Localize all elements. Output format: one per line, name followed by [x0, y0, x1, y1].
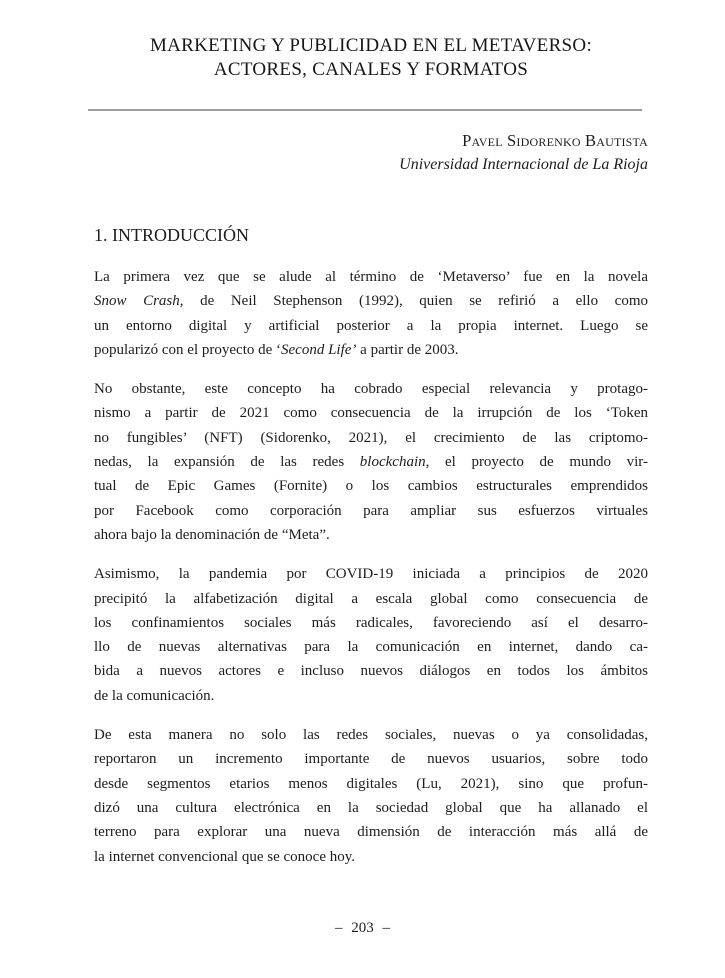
- paragraph: [94, 265, 648, 362]
- text-line: [94, 820, 648, 844]
- chapter-title-line-2: ACTORES, CANALES Y FORMATOS: [213, 59, 529, 80]
- italic-text-segment: Snow Crash,: [94, 293, 184, 310]
- chapter-title-line-1: MARKETING Y PUBLICIDAD EN EL METAVERSO:: [149, 35, 593, 56]
- text-segment: a partir de 2003.: [356, 341, 459, 358]
- text-segment: reportaron un incremento importante de nuevos usuarios, sobre todo: [94, 751, 648, 768]
- text-segment: La primera vez que se alude al término de ‘Metaverso’ fue en la novela: [94, 269, 648, 285]
- text-line: [94, 635, 648, 659]
- text-line: [94, 265, 648, 289]
- section-heading: 1. INTRODUCCIÓN: [94, 225, 249, 245]
- text-line: [94, 684, 648, 708]
- page-content: [94, 0, 648, 884]
- author-affiliation: Universidad Internacional de La Rioja: [399, 156, 648, 173]
- text-line: [94, 747, 648, 771]
- text-line: [94, 523, 648, 547]
- italic-text-segment: blockchain: [359, 454, 426, 471]
- page-number: – 203 –: [335, 920, 390, 936]
- text-segment: los confinamientos sociales más radicales, favoreciendo así el desarro-: [94, 614, 648, 631]
- text-segment: popularizó con el proyecto de ‘: [94, 341, 282, 358]
- text-segment: dizó una cultura electrónica en la sociedad global que ha allanado el: [94, 799, 648, 816]
- text-segment: de Neil Stephenson (1992), quien se refirió a ello como: [183, 293, 648, 310]
- text-segment: precipitó la alfabetización digital a escala global como consecuencia de: [94, 590, 648, 607]
- text-line: [94, 587, 648, 611]
- text-line: [94, 772, 648, 796]
- text-line: [94, 659, 648, 683]
- text-line: [94, 426, 648, 450]
- text-segment: Asimismo, la pandemia por COVID-19 iniciada a principios de 2020: [94, 566, 648, 583]
- text-line: [94, 474, 648, 498]
- text-segment: No obstante, este concepto ha cobrado especial relevancia y protago-: [94, 381, 648, 398]
- text-line: [94, 796, 648, 820]
- chapter-title: [94, 34, 648, 82]
- paragraph: [94, 562, 648, 708]
- text-segment: ahora bajo la denominación de “Meta”.: [94, 526, 330, 543]
- text-line: [94, 845, 648, 869]
- author-name: Pavel Sidorenko Bautista: [462, 131, 648, 150]
- text-line: [94, 289, 648, 313]
- text-segment: nedas, la expansión de las redes: [94, 454, 360, 471]
- body-paragraphs: [94, 265, 648, 869]
- text-line: [94, 611, 648, 635]
- text-segment: de la comunicación.: [94, 687, 215, 704]
- title-divider-rule: [88, 109, 642, 111]
- text-segment: la internet convencional que se conoce hoy.: [94, 848, 356, 865]
- text-line: [94, 314, 648, 338]
- text-segment: un entorno digital y artificial posterior a la propia internet. Luego se: [94, 317, 648, 334]
- text-line: [94, 562, 648, 586]
- text-line: [94, 377, 648, 401]
- paragraph: [94, 723, 648, 869]
- text-line: [94, 338, 648, 362]
- text-line: [94, 499, 648, 523]
- text-segment: desde segmentos etarios menos digitales (Lu, 2021), sino que profun-: [94, 775, 648, 792]
- italic-text-segment: Second Life’: [281, 341, 357, 358]
- text-segment: tual de Epic Games (Fornite) o los cambios estructurales emprendidos: [94, 478, 648, 495]
- text-segment: nismo a partir de 2021 como consecuencia de la irrupción de los ‘Token: [94, 405, 648, 422]
- text-segment: bida a nuevos actores e incluso nuevos diálogos en todos los ámbitos: [94, 663, 648, 680]
- text-segment: llo de nuevas alternativas para la comunicación en internet, dando ca-: [94, 639, 648, 656]
- text-line: [94, 723, 648, 747]
- text-line: [94, 401, 648, 425]
- text-segment: De esta manera no solo las redes sociales, nuevas o ya consolidadas,: [94, 727, 648, 744]
- text-line: [94, 450, 648, 474]
- paragraph: [94, 377, 648, 547]
- text-segment: terreno para explorar una nueva dimensión de interacción más allá de: [94, 824, 648, 841]
- text-segment: no fungibles’ (NFT) (Sidorenko, 2021), el crecimiento de las criptomo-: [94, 429, 648, 446]
- text-segment: por Facebook como corporación para ampliar sus esfuerzos virtuales: [94, 502, 648, 519]
- byline: [94, 129, 648, 177]
- text-segment: , el proyecto de mundo vir-: [425, 454, 648, 471]
